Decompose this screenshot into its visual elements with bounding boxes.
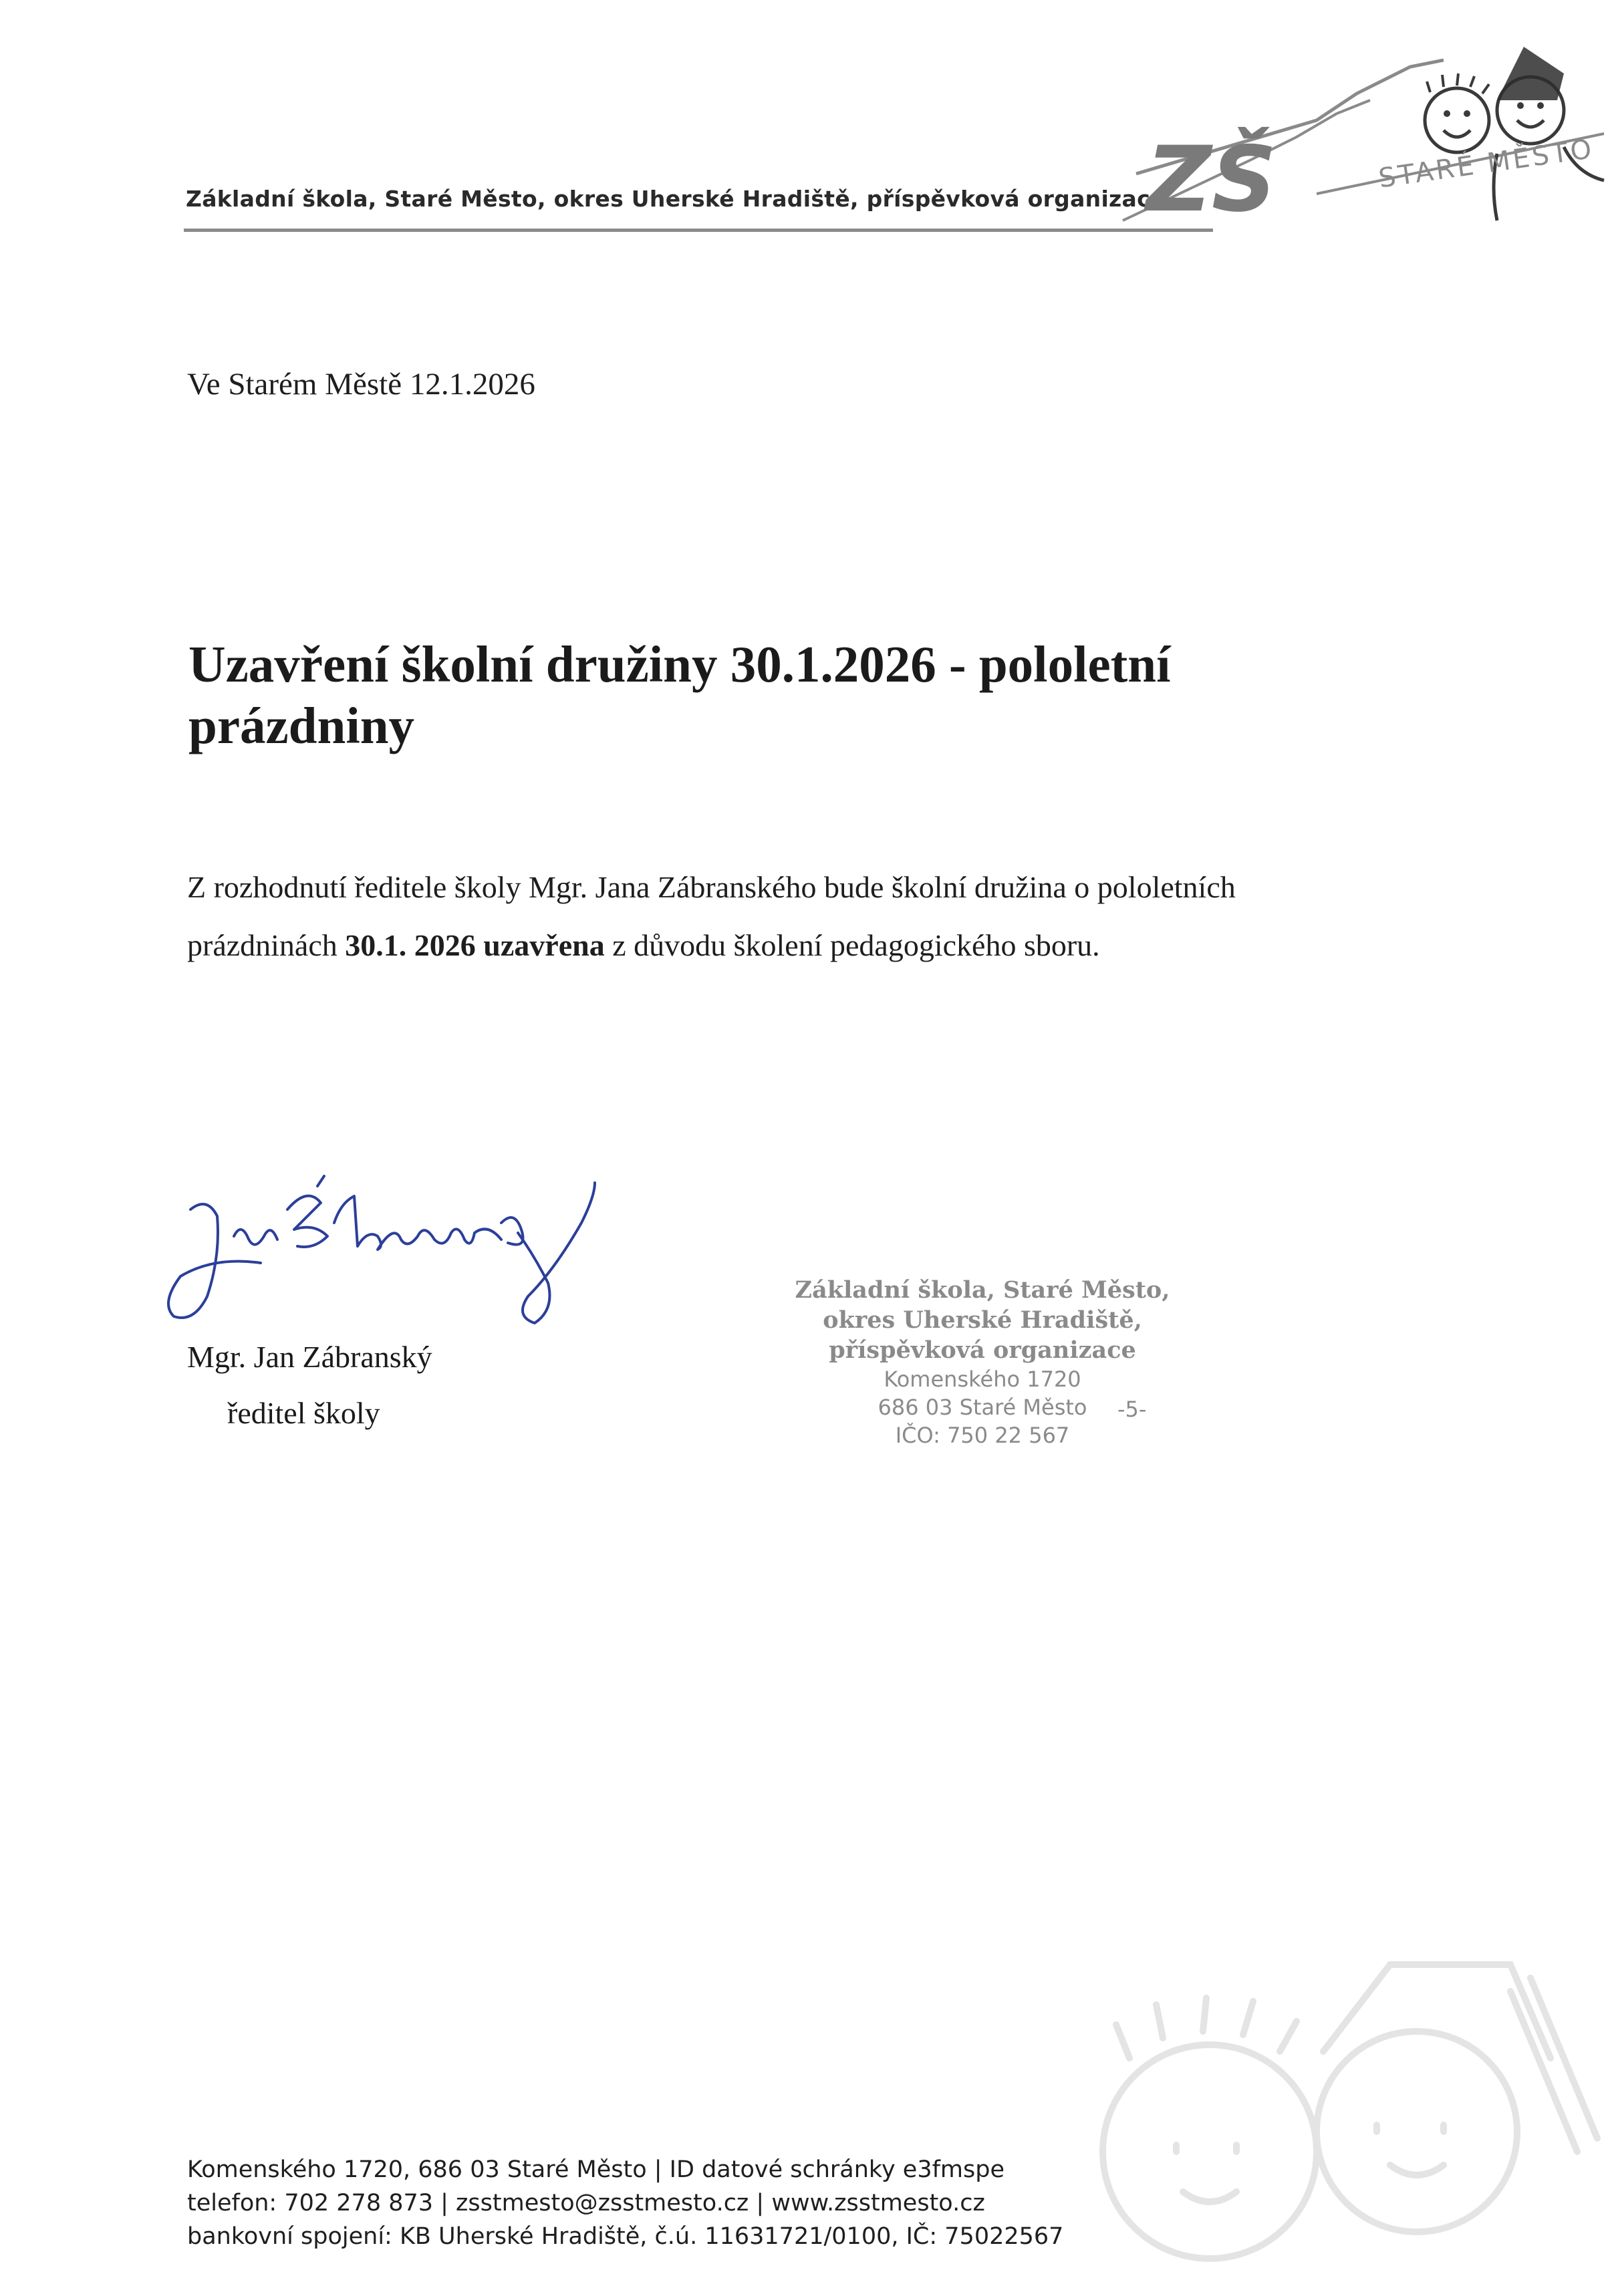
- body-text-bold: 30.1. 2026 uzavřena: [345, 928, 605, 962]
- footer-bank: bankovní spojení: KB Uherské Hradiště, č.ú. 11631721/0100, IČ: 75022567: [187, 2223, 1064, 2250]
- school-logo: [1096, 20, 1610, 247]
- stamp-line-3: příspěvková organizace: [829, 1336, 1136, 1364]
- letter-body: [187, 858, 1377, 974]
- stamp-line-6: IČO: 750 22 567: [895, 1423, 1070, 1448]
- signer-role: ředitel školy: [227, 1396, 380, 1430]
- footer-phone-email-web: telefon: 702 278 873 | zsstmesto@zsstmesto.cz | www.zsstmesto.cz: [187, 2190, 985, 2216]
- body-text-end: z důvodu školení pedagogického sboru.: [604, 928, 1100, 962]
- header-organization-name: Základní škola, Staré Město, okres Uherské Hradiště, příspěvková organizace: [186, 186, 1166, 212]
- stamp-line-5: 686 03 Staré Město: [878, 1395, 1087, 1420]
- logo-letters: ZŠ: [1146, 127, 1277, 232]
- handwritten-signature: [154, 1123, 622, 1377]
- stamp-line-4: Komenského 1720: [884, 1367, 1081, 1392]
- faded-children-watermark: [1043, 1951, 1610, 2296]
- footer-contact: [187, 2153, 1063, 2253]
- stamp-line-2: okres Uherské Hradiště,: [823, 1306, 1142, 1334]
- place-and-date: Ve Starém Městě 12.1.2026: [187, 367, 535, 402]
- header-divider: [184, 229, 1213, 232]
- stamp-line-1: Základní škola, Staré Město,: [795, 1276, 1170, 1304]
- footer-address: Komenského 1720, 686 03 Staré Město | ID datové schránky e3fmspe: [187, 2156, 1004, 2183]
- stamp-number: -5-: [1117, 1397, 1147, 1422]
- logo-town-name: STARÉ MĚSTO: [1377, 133, 1597, 194]
- signer-name: Mgr. Jan Zábranský: [187, 1340, 432, 1374]
- letter-title: Uzavření školní družiny 30.1.2026 - pololetní prázdniny: [188, 635, 1171, 754]
- official-stamp: [769, 1275, 1196, 1449]
- body-text-start: Z rozhodnutí ředitele školy Mgr. Jana Zábranského bude školní družina o pololetních prázdninách: [187, 870, 1236, 962]
